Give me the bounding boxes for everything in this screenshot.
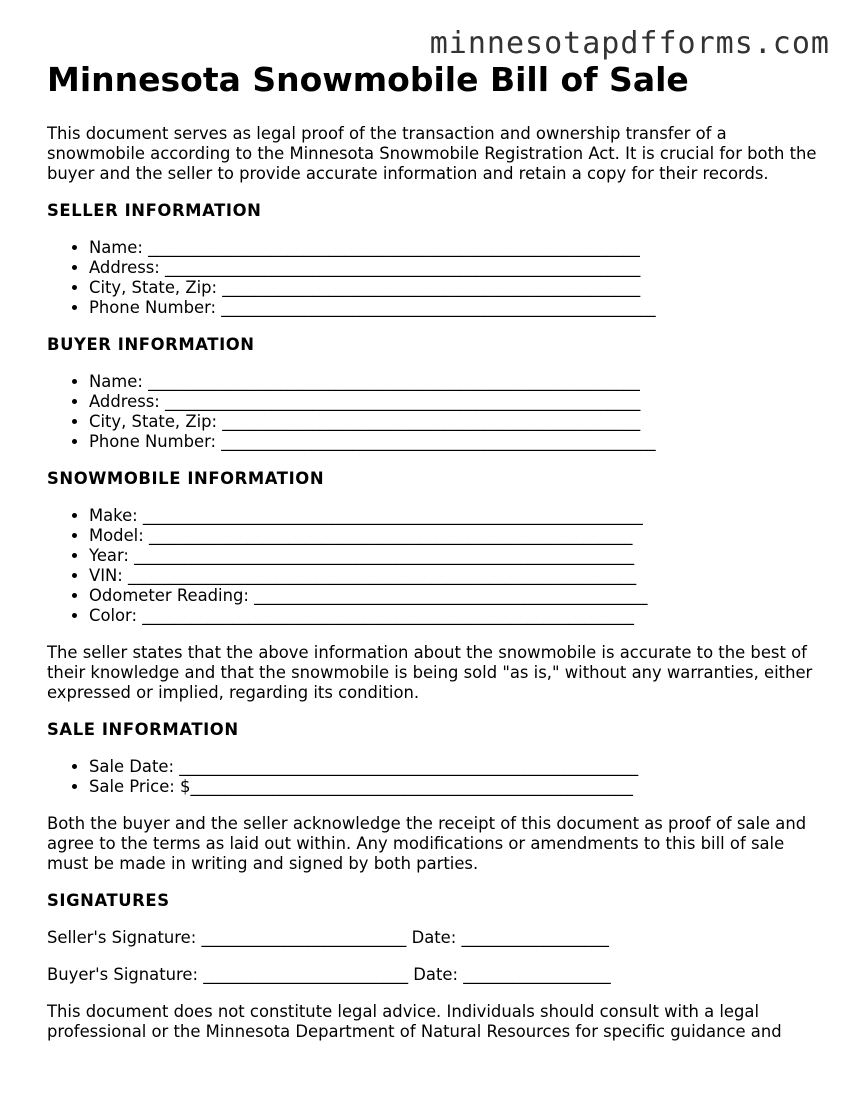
model-field[interactable]: • Model: ___________________________________________________________ (89, 526, 817, 546)
sale-list (47, 757, 817, 797)
buyer-phone-field[interactable]: • Phone Number: _____________________________________________________ (89, 432, 817, 452)
page-title: Minnesota Snowmobile Bill of Sale (47, 60, 689, 99)
seller-city-field[interactable]: • City, State, Zip: ___________________________________________________ (89, 278, 817, 298)
sale-price-field[interactable]: • Sale Price: $______________________________________________________ (89, 777, 817, 797)
signatures-heading: SIGNATURES (47, 891, 170, 910)
buyer-address-field[interactable]: • Address: __________________________________________________________ (89, 392, 817, 412)
seller-statement: The seller states that the above information about the snowmobile is accurate to the best of their knowledge and that the snowmobile is being sold "as is," without any warranties, either expressed or implied, regarding its condition. (47, 643, 813, 702)
buyer-heading: BUYER INFORMATION (47, 335, 255, 354)
document-body (47, 60, 817, 1042)
acknowledgement-paragraph: Both the buyer and the seller acknowledge the receipt of this document as proof of sale and agree to the terms as laid out within. Any modifications or amendments to this bill of sale must be made in writing and signed by both parties. (47, 814, 807, 873)
seller-name-field[interactable]: • Name: ____________________________________________________________ (89, 238, 817, 258)
buyer-name-field[interactable]: • Name: ____________________________________________________________ (89, 372, 817, 392)
sale-heading: SALE INFORMATION (47, 720, 239, 739)
seller-signature-line[interactable]: Seller's Signature: _________________________ Date: __________________ (47, 928, 609, 947)
seller-address-field[interactable]: • Address: __________________________________________________________ (89, 258, 817, 278)
seller-phone-field[interactable]: • Phone Number: _____________________________________________________ (89, 298, 817, 318)
vin-field[interactable]: • VIN: ______________________________________________________________ (89, 566, 817, 586)
odometer-field[interactable]: • Odometer Reading: ________________________________________________ (89, 586, 817, 606)
sale-date-field[interactable]: • Sale Date: ________________________________________________________ (89, 757, 817, 777)
buyer-signature-line[interactable]: Buyer's Signature: _________________________ Date: __________________ (47, 965, 611, 984)
snowmobile-list (47, 506, 817, 626)
snowmobile-heading: SNOWMOBILE INFORMATION (47, 469, 325, 488)
buyer-list (47, 372, 817, 452)
make-field[interactable]: • Make: _____________________________________________________________ (89, 506, 817, 526)
year-field[interactable]: • Year: _____________________________________________________________ (89, 546, 817, 566)
buyer-city-field[interactable]: • City, State, Zip: ___________________________________________________ (89, 412, 817, 432)
seller-list (47, 238, 817, 318)
disclaimer-paragraph: This document does not constitute legal advice. Individuals should consult with a legal professional or the Minnesota Department of Natural Resources for specific guidance and (47, 1002, 782, 1041)
watermark-text: minnesotapdfforms.com (429, 26, 830, 61)
color-field[interactable]: • Color: ____________________________________________________________ (89, 606, 817, 626)
intro-paragraph: This document serves as legal proof of the transaction and ownership transfer of a snowmobile according to the Minnesota Snowmobile Registration Act. It is crucial for both the buyer and the seller to provide accurate information and retain a copy for their records. (47, 124, 817, 183)
seller-heading: SELLER INFORMATION (47, 201, 262, 220)
